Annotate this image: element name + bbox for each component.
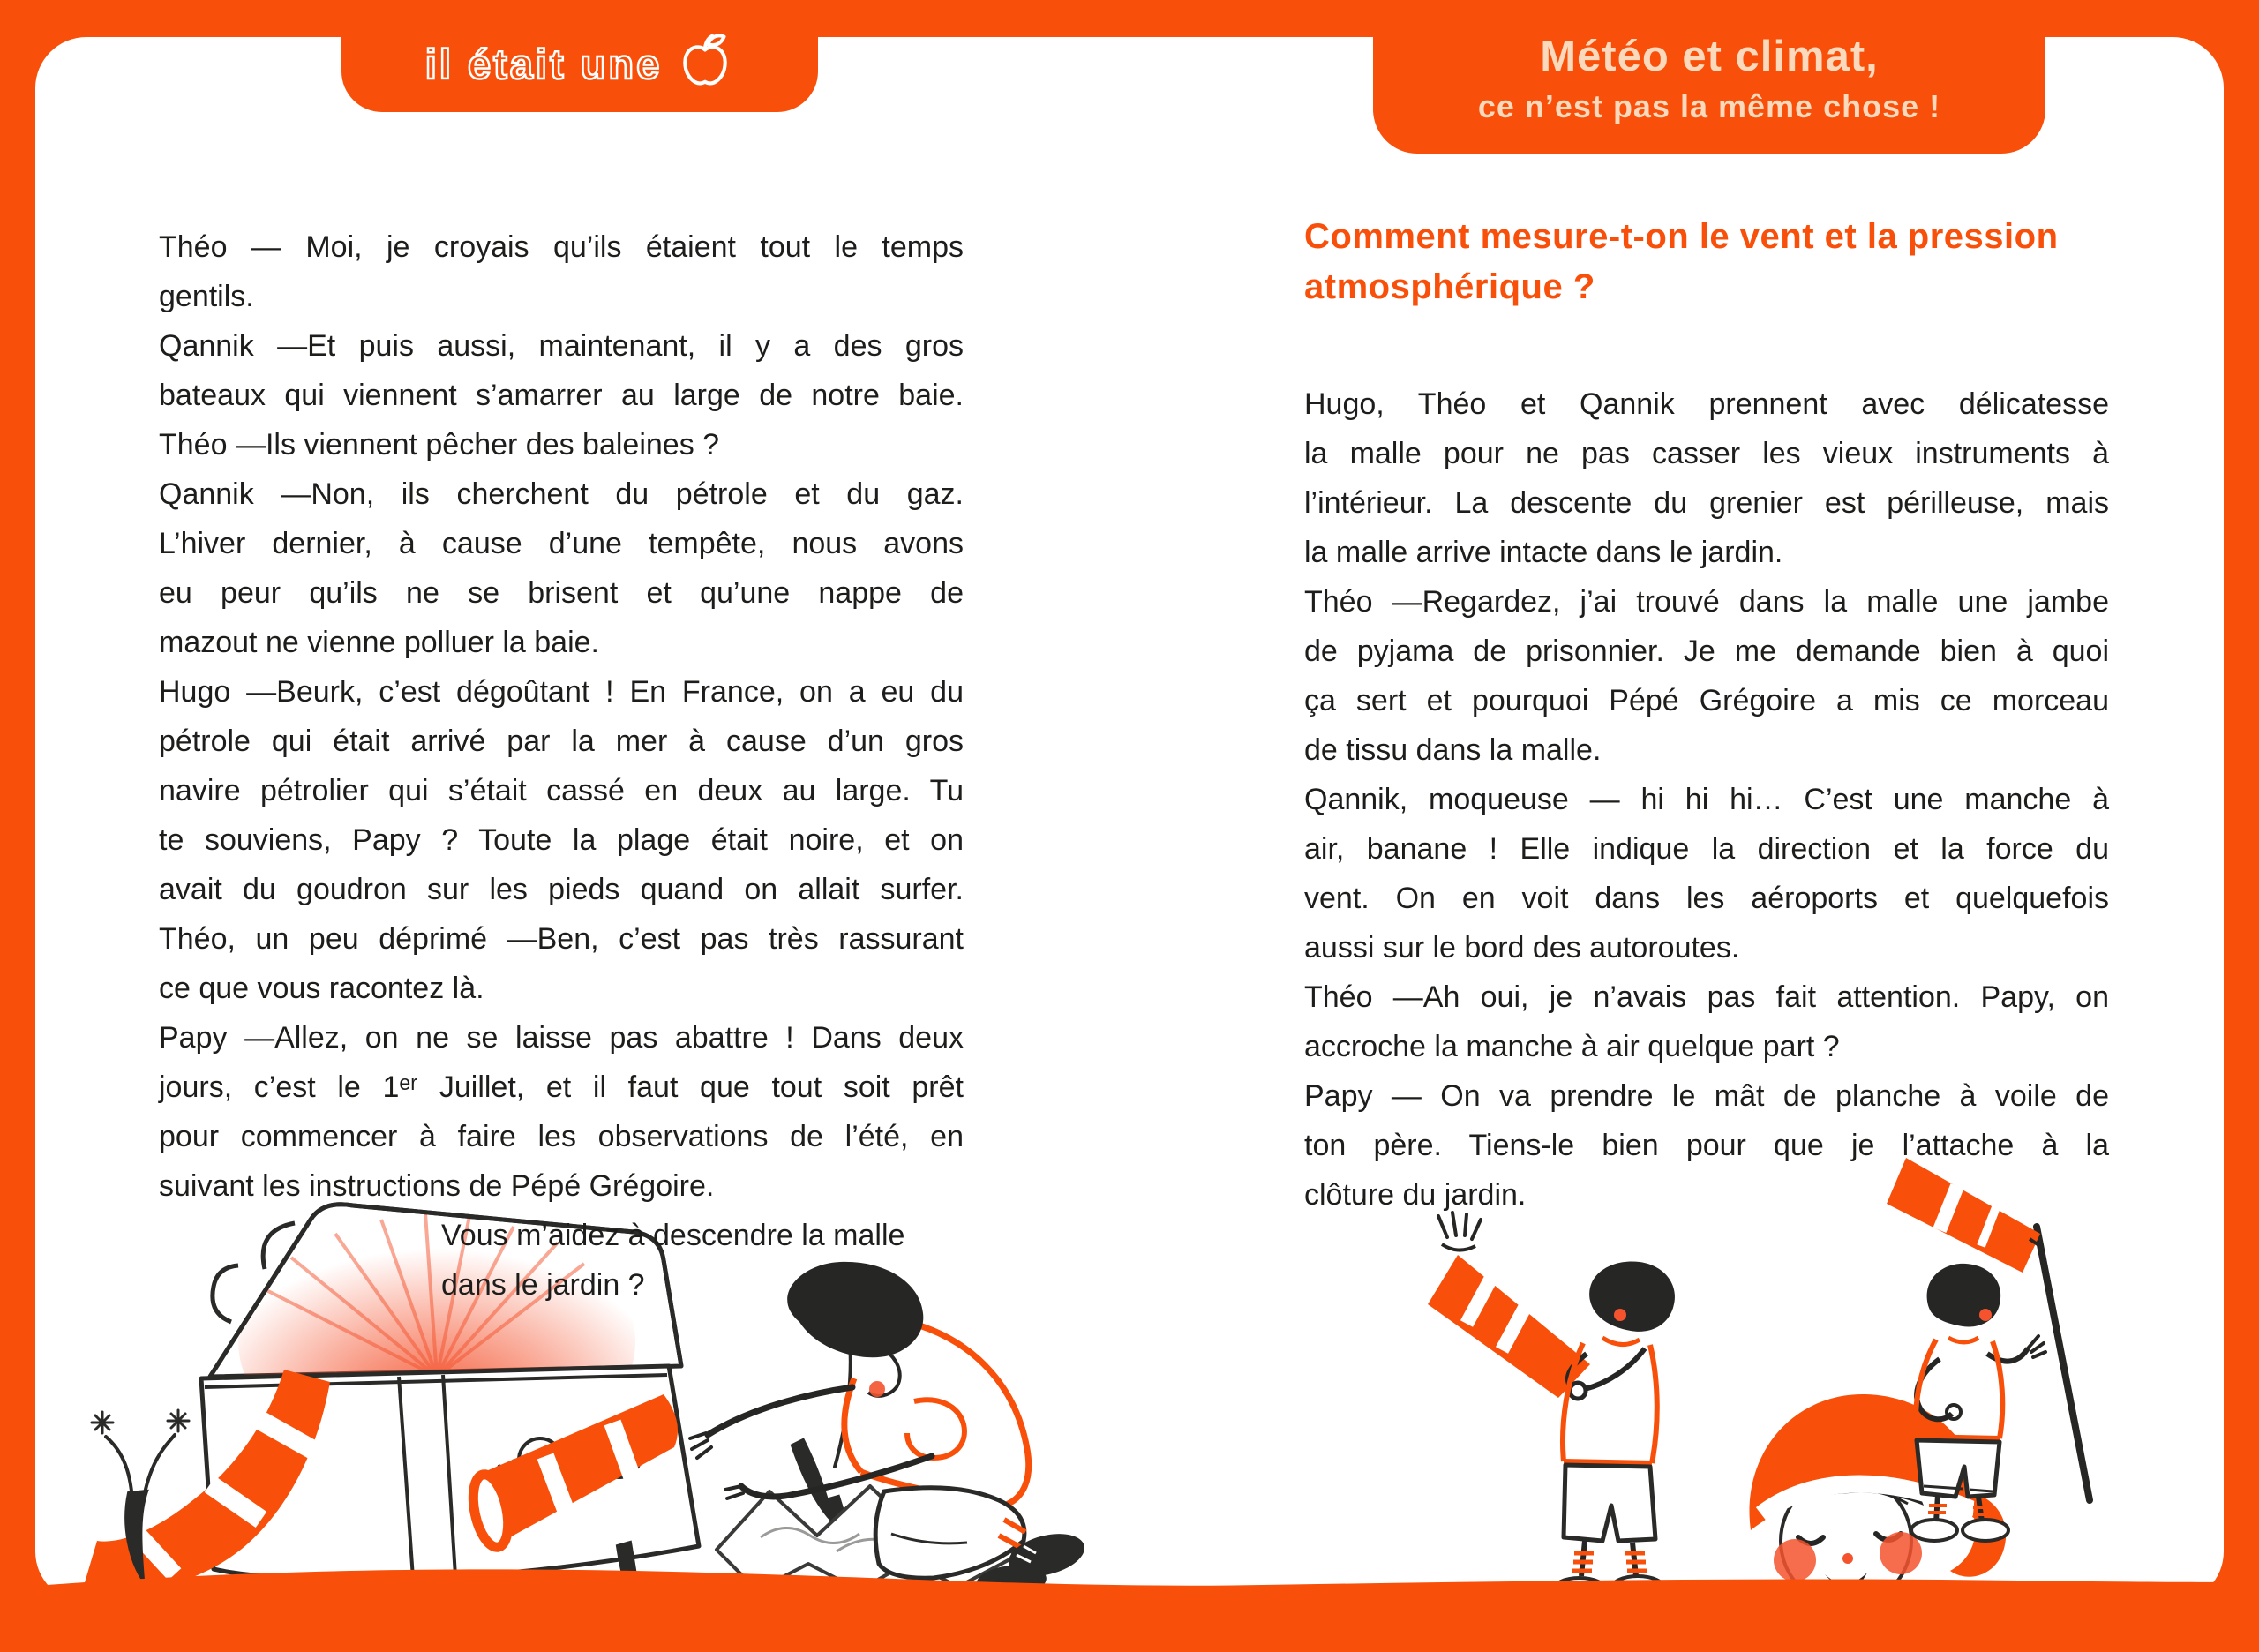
text-line: la malle pour ne pas casser les vieux instruments à [1304, 437, 2109, 470]
text-line: Qannik —Non, ils cherchent du pétrole et du gaz. [159, 477, 964, 511]
section-heading-line1: Comment mesure-t-on le vent et la pression [1304, 217, 2059, 256]
text-line: Hugo —Beurk, c’est dégoûtant ! En France, on a eu du [159, 675, 964, 709]
text-line: air, banane ! Elle indique la direction et la force du [1304, 832, 2109, 866]
text-line: gentils. [159, 280, 254, 313]
text-line: aussi sur le bord des autoroutes. [1304, 931, 1740, 965]
text-line: la malle arrive intacte dans le jardin. [1304, 536, 1783, 569]
text-line: l’intérieur. La descente du grenier est périlleuse, mais [1304, 486, 2109, 520]
section-heading-line2: atmosphérique ? [1304, 267, 1595, 306]
chapter-title-line1: Météo et climat, [1540, 33, 1879, 80]
text-line: bateaux qui viennent s’amarrer au large de notre baie. [159, 379, 964, 412]
text-line: vent. On en voit dans les aéroports et quelquefois [1304, 882, 2109, 915]
chapter-title-line2: ce n’est pas la même chose ! [1477, 88, 1941, 124]
text-line: de pyjama de prisonnier. Je me demande bien à quoi [1304, 635, 2109, 668]
text-line: jours, c’est le 1ᵉʳ Juillet, et il faut que tout soit prêt [159, 1070, 964, 1104]
text-line: Théo —Regardez, j’ai trouvé dans la malle une jambe [1304, 585, 2109, 619]
text-line: ton père. Tiens-le bien pour que je l’attache à la [1304, 1129, 2109, 1162]
apple-outline-icon [676, 19, 734, 94]
text-line: L’hiver dernier, à cause d’une tempête, nous avons [159, 527, 964, 560]
brand-logo-text: il était une [424, 41, 663, 87]
text-line: Papy — On va prendre le mât de planche à voile de [1304, 1079, 2109, 1113]
text-line: Théo, un peu déprimé —Ben, c’est pas très rassurant [159, 922, 964, 956]
text-line: Vous m’aidez à descendre la malle [441, 1219, 905, 1252]
text-line: Théo —Ils viennent pêcher des baleines ? [159, 428, 720, 462]
text-line: Hugo, Théo et Qannik prennent avec délicatesse [1304, 387, 2109, 421]
text-line: ça sert et pourquoi Pépé Grégoire a mis ce morceau [1304, 684, 2109, 717]
text-line: pétrole qui était arrivé par la mer à cause d’un gros [159, 725, 964, 758]
text-line: dans le jardin ? [441, 1268, 645, 1302]
text-line: de tissu dans la malle. [1304, 733, 1602, 767]
text-line: suivant les instructions de Pépé Grégoire. [159, 1169, 715, 1203]
text-line: accroche la manche à air quelque part ? [1304, 1030, 1840, 1063]
right-page-text [1304, 379, 2109, 1220]
brand-tab [341, 0, 818, 112]
text-line: eu peur qu’ils ne se brisent et qu’une nappe de [159, 576, 964, 610]
ground-wave [0, 1530, 2259, 1652]
text-line: Qannik —Et puis aussi, maintenant, il y a des gros [159, 329, 964, 363]
text-line: Qannik, moqueuse — hi hi hi… C’est une manche à [1304, 783, 2109, 816]
text-line: avait du goudron sur les pieds quand on allait surfer. [159, 873, 964, 906]
section-heading [1304, 212, 2109, 312]
left-page-text [159, 222, 964, 1310]
text-line: Théo — Moi, je croyais qu’ils étaient tout le temps [159, 230, 964, 264]
text-line: Théo —Ah oui, je n’avais pas fait attention. Papy, on [1304, 980, 2109, 1014]
text-line: ce que vous racontez là. [159, 972, 484, 1005]
text-line: pour commencer à faire les observations de l’été, en [159, 1120, 964, 1153]
text-line: te souviens, Papy ? Toute la plage était noire, et on [159, 823, 964, 857]
text-line: navire pétrolier qui s’était cassé en deux au large. Tu [159, 774, 964, 807]
chapter-title-tab [1373, 0, 2045, 154]
text-line: Papy —Allez, on ne se laisse pas abattre ! Dans deux [159, 1021, 964, 1055]
text-line: mazout ne vienne polluer la baie. [159, 626, 599, 659]
text-line: clôture du jardin. [1304, 1178, 1527, 1212]
